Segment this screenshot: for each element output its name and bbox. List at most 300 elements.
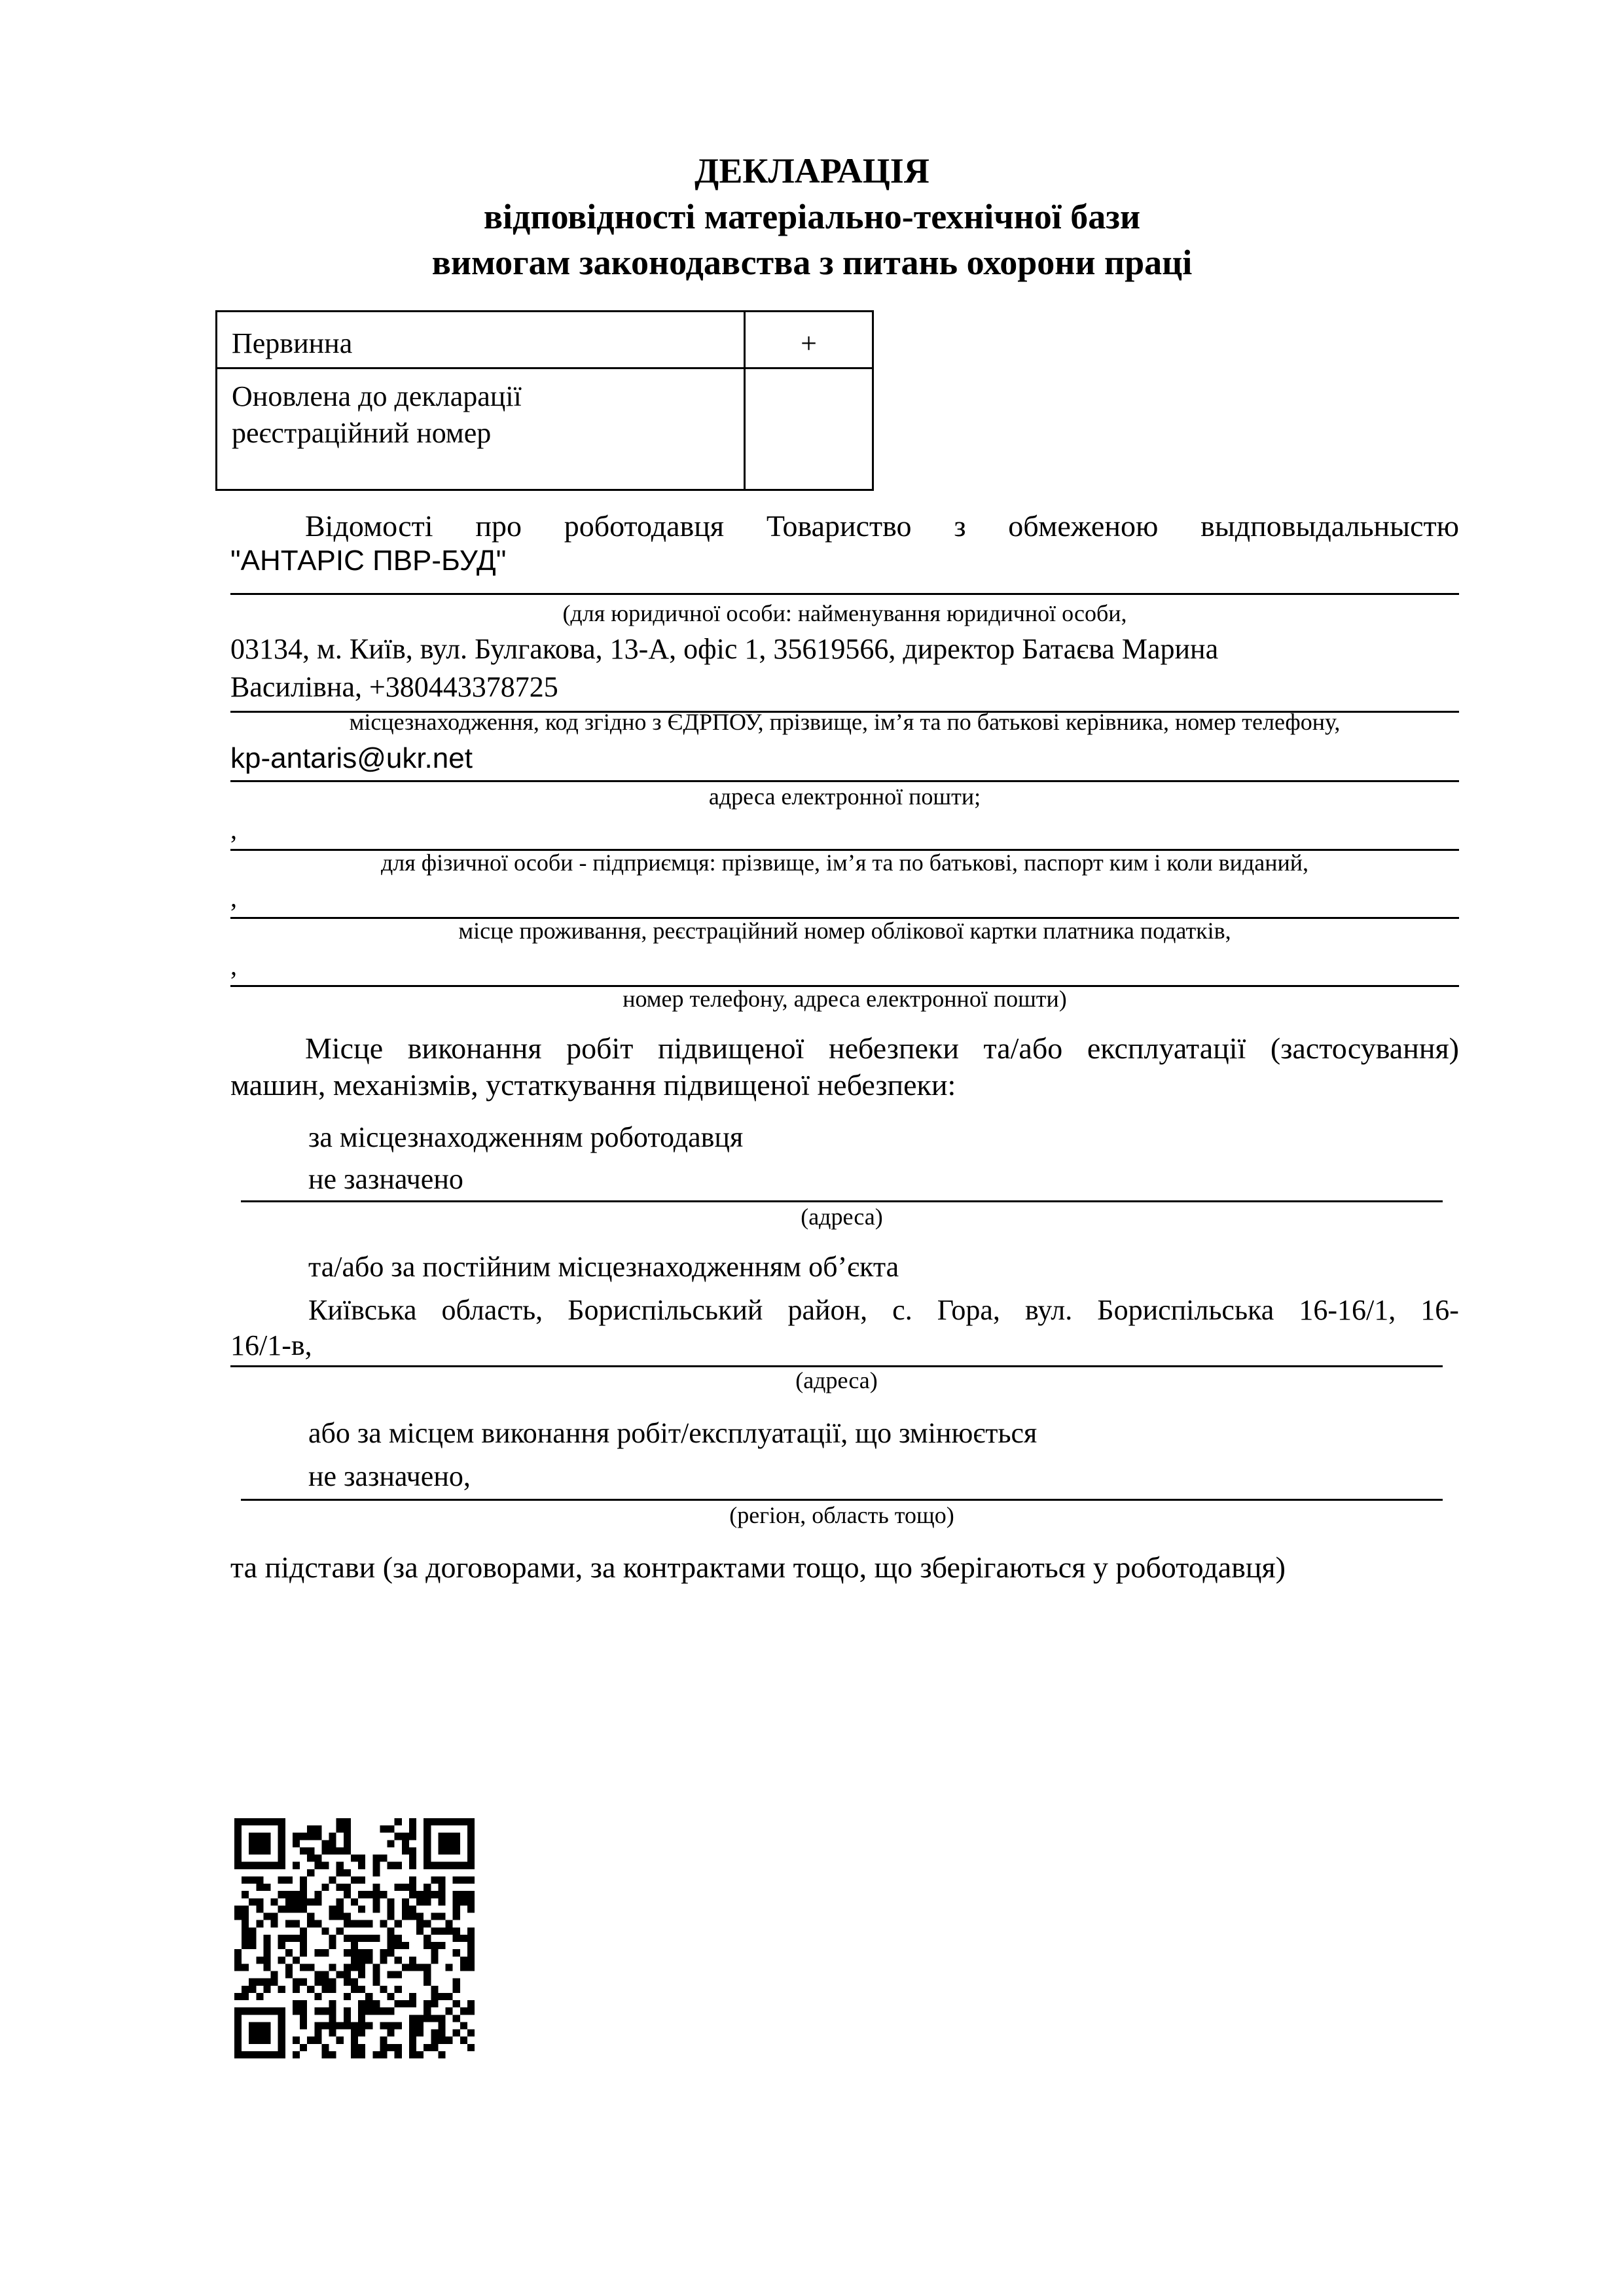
qr-module	[416, 1928, 424, 1935]
qr-module	[234, 1964, 242, 1971]
qr-module	[409, 2022, 416, 2029]
qr-module	[263, 1913, 270, 1920]
qr-module	[314, 1833, 321, 1840]
qr-module	[402, 1840, 409, 1847]
qr-module	[460, 1876, 467, 1884]
qr-module	[380, 1825, 387, 1833]
qr-module	[293, 1956, 300, 1964]
qr-module	[351, 2030, 358, 2037]
qr-module	[271, 1818, 278, 1825]
qr-module	[249, 2022, 256, 2029]
qr-module	[388, 2022, 395, 2029]
by-employer-value: не зазначено	[308, 1163, 463, 1195]
qr-module	[424, 1942, 431, 1949]
qr-module	[372, 2051, 380, 2058]
qr-module	[467, 1905, 475, 1912]
qr-module	[234, 1993, 242, 2000]
qr-module	[293, 1898, 300, 1905]
qr-module	[263, 1964, 270, 1971]
qr-module	[365, 1956, 372, 1964]
underline	[241, 1499, 1443, 1501]
qr-module	[344, 1869, 351, 1876]
qr-module	[344, 1884, 351, 1891]
qr-module	[409, 2044, 416, 2051]
qr-module	[424, 1840, 431, 1847]
underline	[230, 780, 1459, 782]
qr-module	[234, 1818, 242, 1825]
qr-module	[242, 2051, 249, 2058]
qr-module	[278, 1862, 285, 1869]
qr-module	[271, 1971, 278, 1979]
qr-module	[416, 2015, 424, 2022]
qr-module	[453, 1979, 460, 1986]
qr-module	[300, 1884, 307, 1891]
qr-module	[438, 2022, 445, 2029]
qr-module	[263, 2051, 270, 2058]
comma-1: ,	[230, 815, 237, 844]
qr-module	[424, 2007, 431, 2015]
qr-module	[380, 1949, 387, 1956]
qr-module	[278, 1956, 285, 1964]
qr-module	[278, 1942, 285, 1949]
qr-module	[424, 1971, 431, 1979]
qr-module	[300, 2022, 307, 2029]
qr-module	[344, 2007, 351, 2015]
qr-module	[424, 1825, 431, 1833]
qr-module	[380, 2044, 387, 2051]
qr-module	[460, 1898, 467, 1905]
qr-module	[467, 1847, 475, 1854]
document-subtitle-1: відповідності матеріально-технічної бази	[483, 197, 1141, 236]
qr-module	[278, 1825, 285, 1833]
qr-module	[336, 1818, 344, 1825]
qr-module	[336, 1913, 344, 1920]
qr-module	[453, 1913, 460, 1920]
qr-module	[453, 1833, 460, 1840]
qr-module	[314, 2022, 321, 2029]
qr-module	[424, 1862, 431, 1869]
qr-module	[453, 2000, 460, 2007]
qr-module	[446, 2037, 453, 2044]
qr-module	[336, 1898, 344, 1905]
caption-residence: місце проживання, реєстраційний номер облікової картки платника податків,	[458, 918, 1231, 944]
qr-module	[446, 2007, 453, 2015]
qr-module	[263, 2022, 270, 2029]
qr-module	[431, 1818, 438, 1825]
qr-module	[278, 2007, 285, 2015]
qr-module	[395, 2022, 402, 2029]
qr-module	[424, 1847, 431, 1854]
qr-module	[388, 1949, 395, 1956]
qr-module	[300, 1942, 307, 1949]
qr-module	[402, 1942, 409, 1949]
qr-module	[351, 2044, 358, 2051]
qr-module	[300, 2007, 307, 2015]
qr-module	[300, 2000, 307, 2007]
qr-module	[285, 1920, 293, 1928]
qr-module	[380, 2037, 387, 2044]
qr-module	[409, 1862, 416, 1869]
qr-module	[307, 1847, 314, 1854]
qr-module	[372, 1935, 380, 1942]
qr-module	[365, 1993, 372, 2000]
qr-module	[409, 1905, 416, 1912]
qr-module	[351, 1920, 358, 1928]
qr-module	[234, 1855, 242, 1862]
qr-module	[358, 1905, 365, 1912]
qr-module	[358, 1862, 365, 1869]
qr-module	[438, 2015, 445, 2022]
qr-module	[467, 1928, 475, 1935]
qr-module	[336, 1862, 344, 1869]
qr-module	[388, 1905, 395, 1912]
qr-module	[293, 1891, 300, 1898]
qr-module	[300, 1979, 307, 1986]
comma-2: ,	[230, 883, 237, 912]
qr-module	[395, 1971, 402, 1979]
qr-module	[380, 1956, 387, 1964]
qr-module	[395, 2000, 402, 2007]
qr-module	[372, 1884, 380, 1891]
qr-module	[242, 1986, 249, 1993]
qr-module	[314, 1855, 321, 1862]
qr-module	[409, 1825, 416, 1833]
qr-module	[314, 1920, 321, 1928]
qr-module	[263, 1847, 270, 1854]
underline	[241, 1200, 1443, 1202]
qr-module	[249, 1928, 256, 1935]
qr-module	[278, 2030, 285, 2037]
qr-module	[285, 1949, 293, 1956]
grounds-text: та підстави (за договорами, за контрактами тощо, що зберігаються у роботодавця)	[230, 1551, 1286, 1584]
qr-module	[293, 1935, 300, 1942]
qr-module	[467, 2030, 475, 2037]
qr-module	[256, 1905, 263, 1912]
qr-module	[438, 1913, 445, 1920]
qr-module	[293, 2037, 300, 2044]
qr-module	[460, 1818, 467, 1825]
declaration-type-table	[215, 310, 874, 491]
qr-module	[424, 2015, 431, 2022]
qr-module	[321, 1862, 329, 1869]
qr-module	[314, 1898, 321, 1905]
qr-module	[263, 2007, 270, 2015]
qr-module	[242, 2007, 249, 2015]
qr-module	[453, 1862, 460, 1869]
qr-module	[285, 1964, 293, 1971]
qr-module	[321, 1986, 329, 1993]
qr-module	[446, 1818, 453, 1825]
qr-module	[249, 2007, 256, 2015]
qr-module	[388, 1898, 395, 1905]
qr-module	[263, 2030, 270, 2037]
qr-module	[234, 1949, 242, 1956]
qr-module	[300, 1876, 307, 1884]
qr-module	[372, 2000, 380, 2007]
qr-module	[358, 1855, 365, 1862]
qr-module	[314, 2007, 321, 2015]
qr-module	[278, 1840, 285, 1847]
qr-module	[424, 1979, 431, 1986]
qr-module	[402, 2000, 409, 2007]
qr-module	[249, 1840, 256, 1847]
qr-module	[249, 1876, 256, 1884]
document-title: ДЕКЛАРАЦІЯ	[695, 151, 929, 190]
qr-module	[438, 1840, 445, 1847]
qr-module	[307, 1986, 314, 1993]
qr-module	[358, 1935, 365, 1942]
qr-module	[388, 1862, 395, 1869]
qr-module	[416, 2030, 424, 2037]
qr-module	[424, 1935, 431, 1942]
qr-module	[380, 2007, 387, 2015]
qr-module	[460, 2007, 467, 2015]
qr-module	[438, 1928, 445, 1935]
qr-module	[380, 1986, 387, 1993]
qr-module	[336, 1971, 344, 1979]
qr-module	[446, 1928, 453, 1935]
qr-module	[388, 2030, 395, 2037]
qr-module	[358, 2030, 365, 2037]
qr-module	[329, 1935, 336, 1942]
caption-location-details: місцезнаходження, код згідно з ЄДРПОУ, прізвище, ім’я та по батькові керівника, номер телефону,	[349, 709, 1341, 735]
qr-module	[424, 1964, 431, 1971]
qr-module	[365, 2007, 372, 2015]
place-intro: Місце виконання робіт підвищеної небезпеки та/або експлуатації (застосування)	[305, 1031, 1459, 1065]
qr-module	[256, 2030, 263, 2037]
primary-mark: +	[745, 312, 873, 368]
qr-module	[242, 1964, 249, 1971]
caption-individual-entrepreneur: для фізичної особи - підприємця: прізвище, ім’я та по батькові, паспорт ким і коли виданий,	[380, 850, 1309, 876]
qr-module	[234, 2007, 242, 2015]
qr-module	[285, 1898, 293, 1905]
employer-email: kp-antaris@ukr.net	[230, 742, 473, 774]
qr-module	[431, 1986, 438, 1993]
qr-module	[358, 1986, 365, 1993]
qr-module	[409, 1891, 416, 1898]
qr-module	[460, 1862, 467, 1869]
qr-module	[329, 1876, 336, 1884]
qr-module	[278, 2022, 285, 2029]
qr-module	[467, 1898, 475, 1905]
employer-address-line2: Василівна, +380443378725	[230, 671, 558, 703]
qr-module	[314, 1979, 321, 1986]
qr-module	[431, 1891, 438, 1898]
qr-module	[314, 1949, 321, 1956]
qr-module	[300, 1935, 307, 1942]
caption-address-1: (адреса)	[801, 1204, 883, 1230]
by-employer-label: за місцезнаходженням роботодавця	[308, 1121, 744, 1153]
qr-module	[336, 1825, 344, 1833]
qr-module	[321, 2007, 329, 2015]
qr-module	[249, 2037, 256, 2044]
qr-module	[446, 1847, 453, 1854]
qr-module	[329, 1913, 336, 1920]
qr-module	[351, 1855, 358, 1862]
qr-module	[285, 1905, 293, 1912]
qr-module	[263, 1884, 270, 1891]
qr-module	[344, 1964, 351, 1971]
qr-module	[438, 1876, 445, 1884]
qr-module	[431, 1956, 438, 1964]
qr-module	[249, 2051, 256, 2058]
qr-module	[372, 1964, 380, 1971]
qr-module	[321, 1979, 329, 1986]
qr-module	[336, 1869, 344, 1876]
qr-module	[388, 2044, 395, 2051]
qr-module	[409, 2051, 416, 2058]
qr-module	[336, 2022, 344, 2029]
qr-module	[249, 1935, 256, 1942]
qr-module	[234, 1862, 242, 1869]
qr-module	[234, 1913, 242, 1920]
qr-module	[307, 2037, 314, 2044]
qr-module	[416, 1891, 424, 1898]
qr-module	[278, 1876, 285, 1884]
qr-module	[329, 2051, 336, 2058]
qr-module	[351, 2022, 358, 2029]
qr-module	[249, 1818, 256, 1825]
qr-module	[256, 1884, 263, 1891]
qr-module	[395, 1884, 402, 1891]
qr-module	[336, 2037, 344, 2044]
qr-module	[300, 1898, 307, 1905]
qr-module	[460, 2037, 467, 2044]
qr-module	[314, 1891, 321, 1898]
qr-module	[460, 1891, 467, 1898]
qr-module	[416, 2051, 424, 2058]
qr-module	[329, 2015, 336, 2022]
qr-module	[409, 1855, 416, 1862]
qr-module	[467, 2007, 475, 2015]
object-address-line2: 16/1-в,	[230, 1329, 312, 1361]
qr-module	[446, 1920, 453, 1928]
qr-module	[256, 1898, 263, 1905]
qr-module	[424, 1833, 431, 1840]
qr-module	[242, 1818, 249, 1825]
qr-module	[278, 1905, 285, 1912]
qr-module	[329, 2030, 336, 2037]
qr-module	[293, 1920, 300, 1928]
qr-module	[424, 2000, 431, 2007]
qr-module	[234, 2044, 242, 2051]
qr-module	[438, 1847, 445, 1854]
qr-module	[351, 1979, 358, 1986]
qr-module	[424, 2044, 431, 2051]
updated-mark	[745, 368, 873, 490]
qr-module	[402, 1898, 409, 1905]
qr-module	[431, 1942, 438, 1949]
qr-module	[314, 2030, 321, 2037]
qr-module	[321, 1840, 329, 1847]
qr-module	[431, 2015, 438, 2022]
qr-module	[416, 2022, 424, 2029]
caption-email: адреса електронної пошти;	[708, 783, 981, 810]
qr-module	[372, 1855, 380, 1862]
qr-code	[234, 1818, 475, 2058]
qr-module	[446, 1840, 453, 1847]
qr-module	[278, 1855, 285, 1862]
qr-module	[431, 1949, 438, 1956]
qr-module	[300, 1949, 307, 1956]
qr-module	[438, 1942, 445, 1949]
qr-module	[351, 1876, 358, 1884]
qr-module	[467, 1964, 475, 1971]
qr-module	[372, 2007, 380, 2015]
qr-module	[242, 1935, 249, 1942]
qr-module	[467, 1833, 475, 1840]
qr-module	[438, 2051, 445, 2058]
qr-module	[453, 1935, 460, 1942]
caption-legal-entity: (для юридичної особи: найменування юридичної особи,	[562, 600, 1127, 626]
qr-module	[278, 2037, 285, 2044]
qr-module	[380, 1920, 387, 1928]
qr-module	[388, 1928, 395, 1935]
qr-module	[424, 1898, 431, 1905]
qr-module	[300, 1964, 307, 1971]
qr-module	[285, 1935, 293, 1942]
qr-module	[438, 2037, 445, 2044]
qr-module	[431, 1928, 438, 1935]
caption-phone-email: номер телефону, адреса електронної пошти)	[623, 986, 1067, 1012]
qr-module	[453, 1840, 460, 1847]
qr-module	[242, 1876, 249, 1884]
qr-module	[416, 1920, 424, 1928]
qr-module	[467, 1818, 475, 1825]
qr-module	[293, 1979, 300, 1986]
qr-module	[344, 1935, 351, 1942]
qr-module	[467, 1876, 475, 1884]
qr-module	[453, 1986, 460, 1993]
qr-module	[300, 1847, 307, 1854]
qr-module	[321, 1971, 329, 1979]
qr-module	[271, 2051, 278, 2058]
qr-module	[460, 1956, 467, 1964]
qr-module	[278, 1818, 285, 1825]
qr-module	[388, 1971, 395, 1979]
qr-module	[358, 2000, 365, 2007]
qr-module	[293, 1905, 300, 1912]
qr-module	[344, 2015, 351, 2022]
qr-module	[271, 1979, 278, 1986]
qr-module	[234, 2051, 242, 2058]
qr-module	[380, 2022, 387, 2029]
qr-module	[256, 1876, 263, 1884]
qr-module	[321, 2044, 329, 2051]
qr-module	[278, 2044, 285, 2051]
qr-module	[329, 1979, 336, 1986]
qr-module	[314, 1993, 321, 2000]
qr-module	[453, 1898, 460, 1905]
qr-module	[395, 1986, 402, 1993]
qr-module	[438, 1993, 445, 2000]
qr-module	[307, 1855, 314, 1862]
qr-module	[329, 1833, 336, 1840]
qr-module	[358, 2007, 365, 2015]
qr-module	[271, 1920, 278, 1928]
qr-module	[344, 1840, 351, 1847]
qr-module	[460, 2022, 467, 2029]
qr-module	[372, 1869, 380, 1876]
qr-module	[431, 2000, 438, 2007]
qr-module	[321, 1884, 329, 1891]
qr-module	[321, 1847, 329, 1854]
qr-module	[307, 1833, 314, 1840]
qr-module	[344, 2022, 351, 2029]
qr-module	[467, 2044, 475, 2051]
qr-module	[365, 1891, 372, 1898]
qr-module	[307, 1964, 314, 1971]
